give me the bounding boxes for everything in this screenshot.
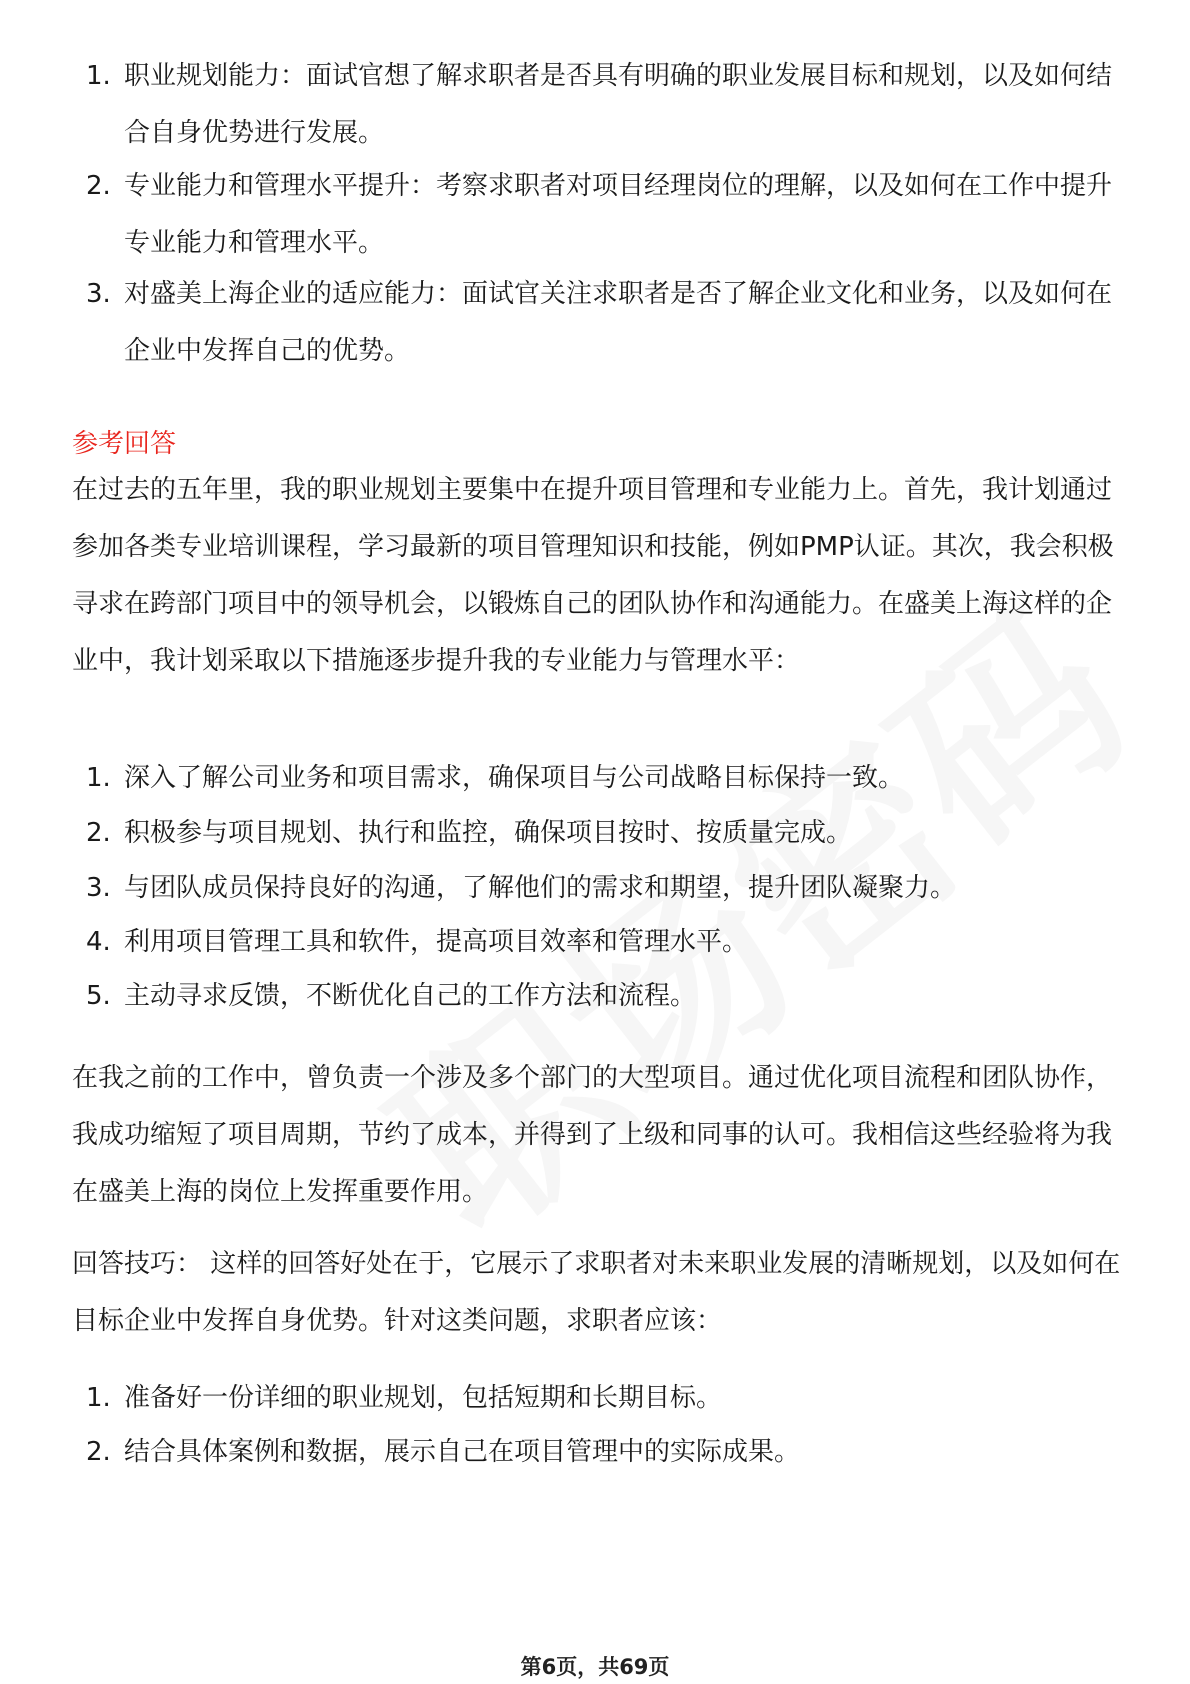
list-number: 2. bbox=[86, 171, 111, 201]
list-number: 2. bbox=[86, 818, 111, 848]
list-number: 1. bbox=[86, 61, 111, 91]
list-text: 与团队成员保持良好的沟通，了解他们的需求和期望，提升团队凝聚力。 bbox=[124, 873, 957, 903]
list-number: 5. bbox=[86, 981, 111, 1011]
list-text: 结合具体案例和数据，展示自己在项目管理中的实际成果。 bbox=[124, 1437, 801, 1467]
list-number: 3. bbox=[86, 873, 111, 903]
list-text: 主动寻求反馈，不断优化自己的工作方法和流程。 bbox=[124, 981, 697, 1011]
list-text: 积极参与项目规划、执行和监控，确保项目按时、按质量完成。 bbox=[124, 818, 853, 848]
list-text: 对盛美上海企业的适应能力：面试官关注求职者是否了解企业文化和业务，以及如何在企业中发挥自己的优势。 bbox=[124, 279, 1113, 366]
page-number: 第6页，共69页 bbox=[520, 1655, 670, 1679]
list-number: 3. bbox=[86, 279, 111, 309]
tips-paragraph: 回答技巧： 这样的回答好处在于，它展示了求职者对未来职业发展的清晰规划，以及如何在目标企业中发挥自身优势。针对这类问题，求职者应该： bbox=[72, 1249, 1121, 1336]
list-text: 利用项目管理工具和软件，提高项目效率和管理水平。 bbox=[124, 927, 749, 957]
list-number: 1. bbox=[86, 1383, 111, 1413]
list-number: 1. bbox=[86, 763, 111, 793]
list-text: 深入了解公司业务和项目需求，确保项目与公司战略目标保持一致。 bbox=[124, 763, 905, 793]
list-text: 专业能力和管理水平提升：考察求职者对项目经理岗位的理解，以及如何在工作中提升专业能力和管理水平。 bbox=[124, 171, 1113, 258]
list-number: 2. bbox=[86, 1437, 111, 1467]
list-text: 职业规划能力：面试官想了解求职者是否具有明确的职业发展目标和规划，以及如何结合自身优势进行发展。 bbox=[124, 61, 1113, 148]
answer-paragraph: 在过去的五年里，我的职业规划主要集中在提升项目管理和专业能力上。首先，我计划通过参加各类专业培训课程，学习最新的项目管理知识和技能，例如PMP认证。其次，我会积极寻求在跨部门项目中的领导机会，以锻炼自己的团队协作和沟通能力。在盛美上海这样的企业中，我计划采取以下措施逐步提升我的专业能力与管理水平： bbox=[72, 475, 1114, 676]
experience-paragraph: 在我之前的工作中，曾负责一个涉及多个部门的大型项目。通过优化项目流程和团队协作，我成功缩短了项目周期，节约了成本，并得到了上级和同事的认可。我相信这些经验将为我在盛美上海的岗位上发挥重要作用。 bbox=[72, 1063, 1113, 1207]
section-heading: 参考回答 bbox=[72, 429, 177, 459]
list-text: 准备好一份详细的职业规划，包括短期和长期目标。 bbox=[124, 1383, 723, 1413]
list-number: 4. bbox=[86, 927, 111, 957]
